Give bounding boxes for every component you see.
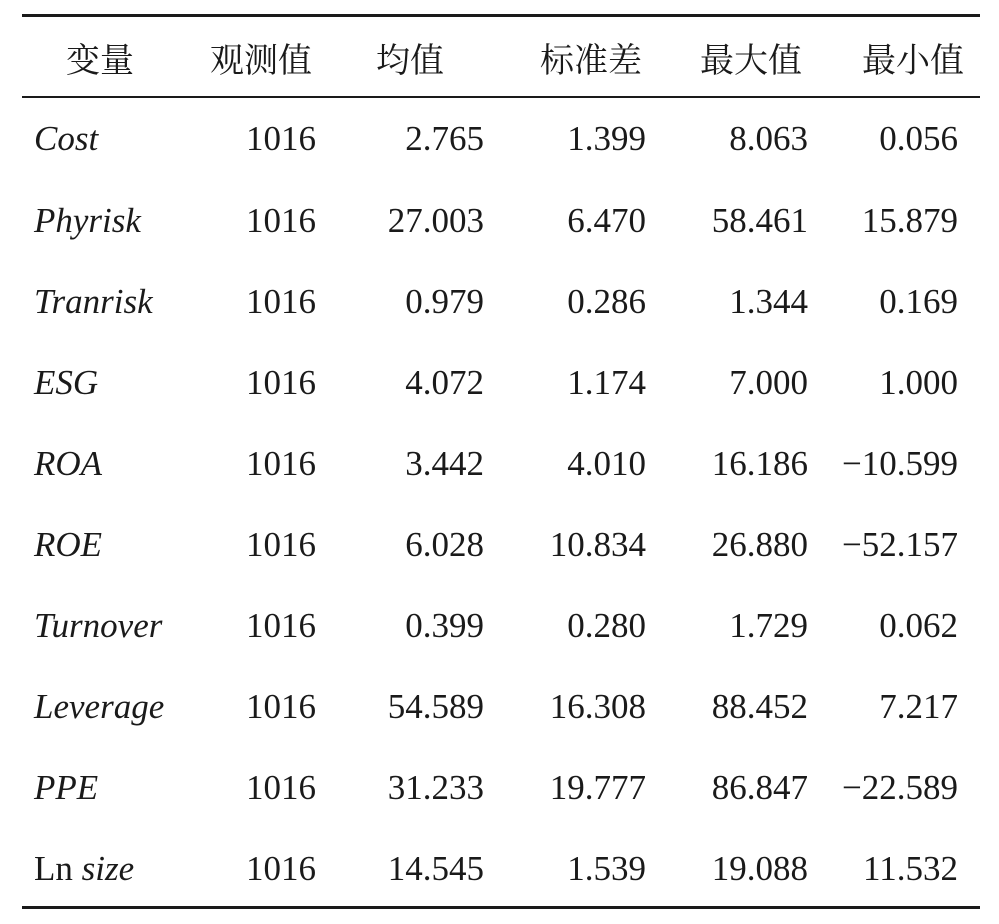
cell-observations: 1016 xyxy=(246,767,316,807)
variable-name: Tranrisk xyxy=(34,281,153,321)
table-row xyxy=(22,423,980,504)
variable-name: Leverage xyxy=(34,686,165,726)
cell-variable xyxy=(22,504,182,585)
cell-std-dev: 6.470 xyxy=(567,200,646,240)
cell-min: 11.532 xyxy=(863,848,958,888)
cell-variable xyxy=(22,828,182,909)
table-header xyxy=(22,17,980,97)
cell-observations: 1016 xyxy=(246,281,316,321)
cell-min: −10.599 xyxy=(842,443,958,483)
cell-max: 8.063 xyxy=(729,118,808,158)
cell-std-dev: 1.399 xyxy=(567,118,646,158)
table-row xyxy=(22,342,980,423)
cell-observations: 1016 xyxy=(246,686,316,726)
variable-prefix: Ln xyxy=(34,848,82,888)
cell-max: 58.461 xyxy=(711,200,808,240)
cell-std-dev: 0.286 xyxy=(567,281,646,321)
table-row xyxy=(22,585,980,666)
cell-min: 0.169 xyxy=(879,281,958,321)
cell-std-dev: 19.777 xyxy=(549,767,646,807)
cell-max: 86.847 xyxy=(711,767,808,807)
cell-variable xyxy=(22,180,182,261)
variable-name: Cost xyxy=(34,118,99,158)
cell-mean: 6.028 xyxy=(405,524,484,564)
table-row xyxy=(22,504,980,585)
cell-variable xyxy=(22,423,182,504)
header-row xyxy=(22,17,980,97)
cell-mean: 0.399 xyxy=(405,605,484,645)
variable-name: ESG xyxy=(34,362,99,402)
variable-name: ROA xyxy=(34,443,103,483)
table-body xyxy=(22,97,980,909)
cell-max: 88.452 xyxy=(711,686,808,726)
table-row xyxy=(22,180,980,261)
cell-observations: 1016 xyxy=(246,605,316,645)
variable-name: PPE xyxy=(34,767,99,807)
variable-name: Turnover xyxy=(34,605,163,645)
cell-max: 1.344 xyxy=(729,281,808,321)
cell-max: 19.088 xyxy=(711,848,808,888)
cell-min: 1.000 xyxy=(879,362,958,402)
cell-variable xyxy=(22,747,182,828)
variable-name: size xyxy=(81,848,135,888)
cell-max: 16.186 xyxy=(711,443,808,483)
cell-observations: 1016 xyxy=(246,848,316,888)
cell-observations: 1016 xyxy=(246,362,316,402)
header-variable: 变量 xyxy=(66,40,134,81)
cell-mean: 54.589 xyxy=(387,686,484,726)
cell-mean: 27.003 xyxy=(387,200,484,240)
cell-variable xyxy=(22,585,182,666)
table-row xyxy=(22,828,980,909)
cell-mean: 0.979 xyxy=(405,281,484,321)
cell-std-dev: 1.539 xyxy=(567,848,646,888)
cell-std-dev: 16.308 xyxy=(549,686,646,726)
header-min: 最小值 xyxy=(862,40,964,81)
cell-observations: 1016 xyxy=(246,200,316,240)
header-std-dev: 标准差 xyxy=(540,40,642,81)
cell-mean: 2.765 xyxy=(405,118,484,158)
header-mean: 均值 xyxy=(376,40,444,81)
cell-min: 15.879 xyxy=(861,200,958,240)
cell-observations: 1016 xyxy=(246,524,316,564)
cell-min: 7.217 xyxy=(879,686,958,726)
table-row xyxy=(22,666,980,747)
cell-std-dev: 1.174 xyxy=(567,362,646,402)
cell-observations: 1016 xyxy=(246,118,316,158)
cell-mean: 31.233 xyxy=(387,767,484,807)
cell-variable xyxy=(22,342,182,423)
cell-mean: 14.545 xyxy=(387,848,484,888)
cell-max: 7.000 xyxy=(729,362,808,402)
cell-mean: 4.072 xyxy=(405,362,484,402)
variable-name: Phyrisk xyxy=(34,200,141,240)
cell-mean: 3.442 xyxy=(405,443,484,483)
table-row xyxy=(22,747,980,828)
cell-std-dev: 0.280 xyxy=(567,605,646,645)
cell-std-dev: 10.834 xyxy=(549,524,646,564)
cell-max: 1.729 xyxy=(729,605,808,645)
cell-min: −52.157 xyxy=(842,524,958,564)
cell-variable xyxy=(22,97,182,180)
header-max: 最大值 xyxy=(700,40,802,81)
cell-min: 0.056 xyxy=(879,118,958,158)
table-row xyxy=(22,97,980,180)
cell-variable xyxy=(22,261,182,342)
cell-observations: 1016 xyxy=(246,443,316,483)
cell-max: 26.880 xyxy=(711,524,808,564)
descriptive-statistics-table xyxy=(22,17,980,909)
table-row xyxy=(22,261,980,342)
header-observations: 观测值 xyxy=(210,40,312,81)
cell-std-dev: 4.010 xyxy=(567,443,646,483)
cell-variable xyxy=(22,666,182,747)
cell-min: 0.062 xyxy=(879,605,958,645)
variable-name: ROE xyxy=(34,524,103,564)
cell-min: −22.589 xyxy=(842,767,958,807)
